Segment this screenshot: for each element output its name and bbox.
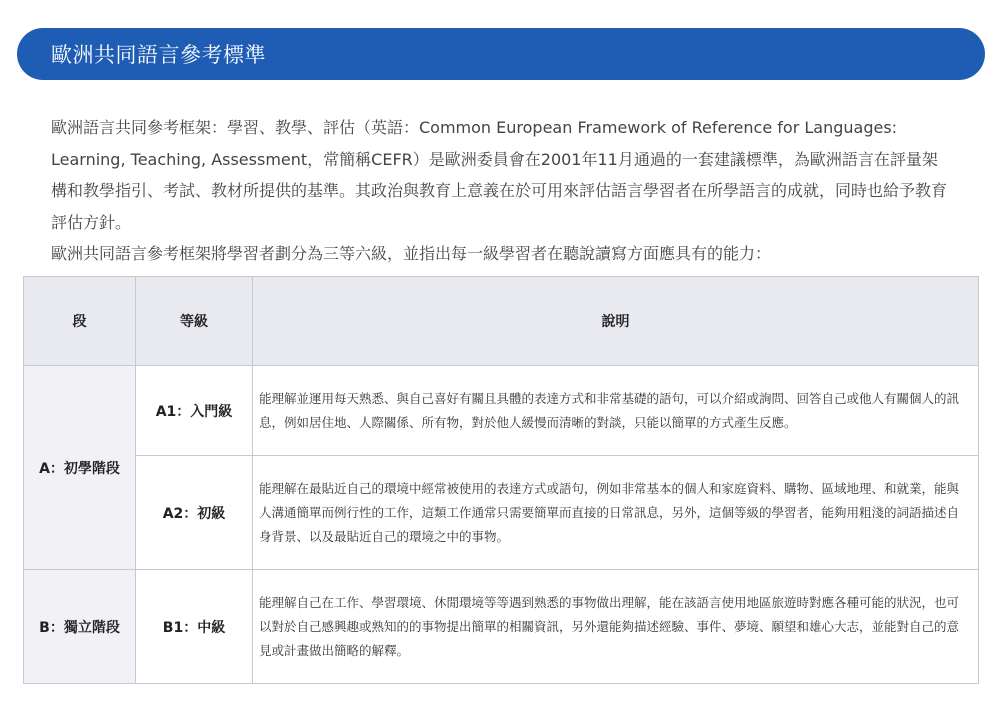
table-header-row: [24, 277, 979, 366]
column-header-description: 說明: [253, 277, 979, 366]
table-row: [24, 570, 979, 684]
stage-cell: A：初學階段: [24, 366, 136, 570]
cefr-levels-table: [23, 276, 979, 684]
table-row: [24, 366, 979, 456]
page-title: 歐洲共同語言參考標準: [51, 43, 266, 67]
column-header-level: 等級: [136, 277, 253, 366]
intro-paragraph: 歐洲語言共同參考框架：學習、教學、評估（英語：Common European Framework of Reference for Languages: Learning, Teaching, Assessment，常簡稱CEFR）是歐洲委員會在2001年11月通過的一套建議標準，為歐洲語言在評量架構和教學指引、考試、教材所提供的基準。其政治與教育上意義在於可用來評估語言學習者在所學語言的成就，同時也給予教育評估方針。: [51, 118, 948, 232]
level-cell: A1：入門級: [136, 366, 253, 456]
level-cell: A2：初級: [136, 456, 253, 570]
description-cell: 能理解在最貼近自己的環境中經常被使用的表達方式或語句，例如非常基本的個人和家庭資料、購物、區域地理、和就業，能與人溝通簡單而例行性的工作，這類工作通常只需要簡單而直接的日常訊息，另外，這個等級的學習者，能夠用粗淺的詞語描述自身背景、以及最貼近自己的環境之中的事物。: [253, 456, 979, 570]
stage-cell: B：獨立階段: [24, 570, 136, 684]
description-cell: 能理解自己在工作、學習環境、休閒環境等等遇到熟悉的事物做出理解，能在該語言使用地區旅遊時對應各種可能的狀況，也可以對於自己感興趣或熟知的的事物提出簡單的相關資訊，另外還能夠描述經驗、事件、夢境、願望和雄心大志，並能對自己的意見或計畫做出簡略的解釋。: [253, 570, 979, 684]
intro-paragraph: 歐洲共同語言參考框架將學習者劃分為三等六級，並指出每一級學習者在聽說讀寫方面應具有的能力：: [51, 244, 772, 263]
description-cell: 能理解並運用每天熟悉、與自己喜好有關且具體的表達方式和非常基礎的語句，可以介紹或詢問、回答自己或他人有關個人的訊息，例如居住地、人際關係、所有物，對於他人緩慢而清晰的對談，只能以簡單的方式產生反應。: [253, 366, 979, 456]
intro-text: [51, 112, 951, 270]
column-header-stage: 段: [24, 277, 136, 366]
table-row: [24, 456, 979, 570]
title-bar: [17, 28, 985, 80]
level-cell: B1：中級: [136, 570, 253, 684]
